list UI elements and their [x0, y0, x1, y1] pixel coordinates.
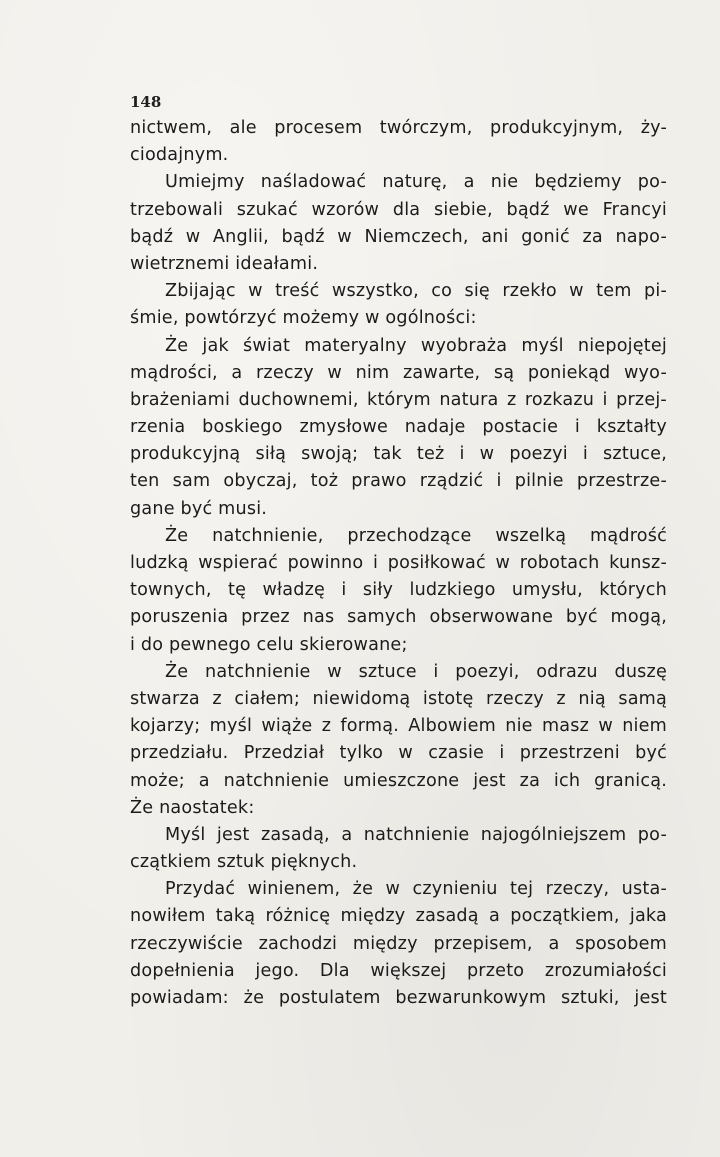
text-line: gane być musi. [130, 498, 268, 519]
text-line: Że naostatek: [130, 797, 255, 818]
text-line: dopełnienia jego. Dla większej przeto zrozumiałości [130, 960, 667, 981]
text-line: śmie, powtórzyć możemy w ogólności: [130, 308, 477, 329]
page-number: 148 [130, 93, 162, 111]
text-line: powiadam: że postulatem bezwarunkowym sztuki, jest [130, 988, 667, 1008]
text-line: mądrości, a rzeczy w nim zawarte, są poniekąd wyo- [130, 362, 667, 383]
text-line: czątkiem sztuk pięknych. [130, 852, 358, 873]
text-line: nictwem, ale procesem twórczym, produkcyjnym, ży- [130, 118, 667, 138]
text-line: i do pewnego celu skierowane; [130, 634, 408, 655]
text-line: trzebowali szukać wzorów dla siebie, bądź we Francyi [130, 199, 667, 220]
text-line: Myśl jest zasadą, a natchnienie najogólniejszem po- [165, 824, 667, 845]
text-line: kojarzy; myśl wiąże z formą. Albowiem nie masz w niem [130, 716, 667, 737]
text-line: Umiejmy naśladować naturę, a nie będziemy po- [165, 172, 667, 193]
text-line: stwarza z ciałem; niewidomą istotę rzeczy z nią samą [130, 688, 667, 709]
text-line: ten sam obyczaj, toż prawo rządzić i pilnie przestrze- [130, 471, 667, 492]
body-text [130, 115, 667, 1012]
text-line: ludzką wspierać powinno i posiłkować w robotach kunsz- [130, 553, 667, 573]
text-line: produkcyjną siłą swoją; tak też i w poezyi i sztuce, [130, 444, 667, 465]
text-line: Że natchnienie w sztuce i poezyi, odrazu duszę [165, 661, 667, 682]
text-line: przedziału. Przedział tylko w czasie i przestrzeni być [130, 743, 667, 764]
text-line: poruszenia przez nas samych obserwowane być mogą, [130, 607, 667, 628]
text-line: rzeczywiście zachodzi między przepisem, a sposobem [130, 933, 667, 954]
text-line: brażeniami duchownemi, którym natura z rozkazu i przej- [130, 389, 667, 410]
text-line: nowiłem taką różnicę między zasadą a początkiem, jaka [130, 906, 667, 927]
text-line: Zbijając w treść wszystko, co się rzekło w tem pi- [165, 281, 667, 302]
text-line: ciodajnym. [130, 145, 229, 166]
text-line: Że natchnienie, przechodzące wszelką mądrość [165, 525, 667, 546]
text-line: rzenia boskiego zmysłowe nadaje postacie i kształty [130, 417, 667, 438]
text-line: może; a natchnienie umieszczone jest za ich granicą. [130, 770, 667, 791]
text-line: townych, tę władzę i siły ludzkiego umysłu, których [130, 580, 667, 601]
text-line: Że jak świat materyalny wyobraża myśl niepojętej [165, 335, 667, 356]
text-line: Przydać winienem, że w czynieniu tej rzeczy, usta- [165, 879, 667, 900]
text-line: wietrznemi ideałami. [130, 253, 319, 274]
text-line: bądź w Anglii, bądź w Niemczech, ani gonić za napo- [130, 226, 667, 247]
